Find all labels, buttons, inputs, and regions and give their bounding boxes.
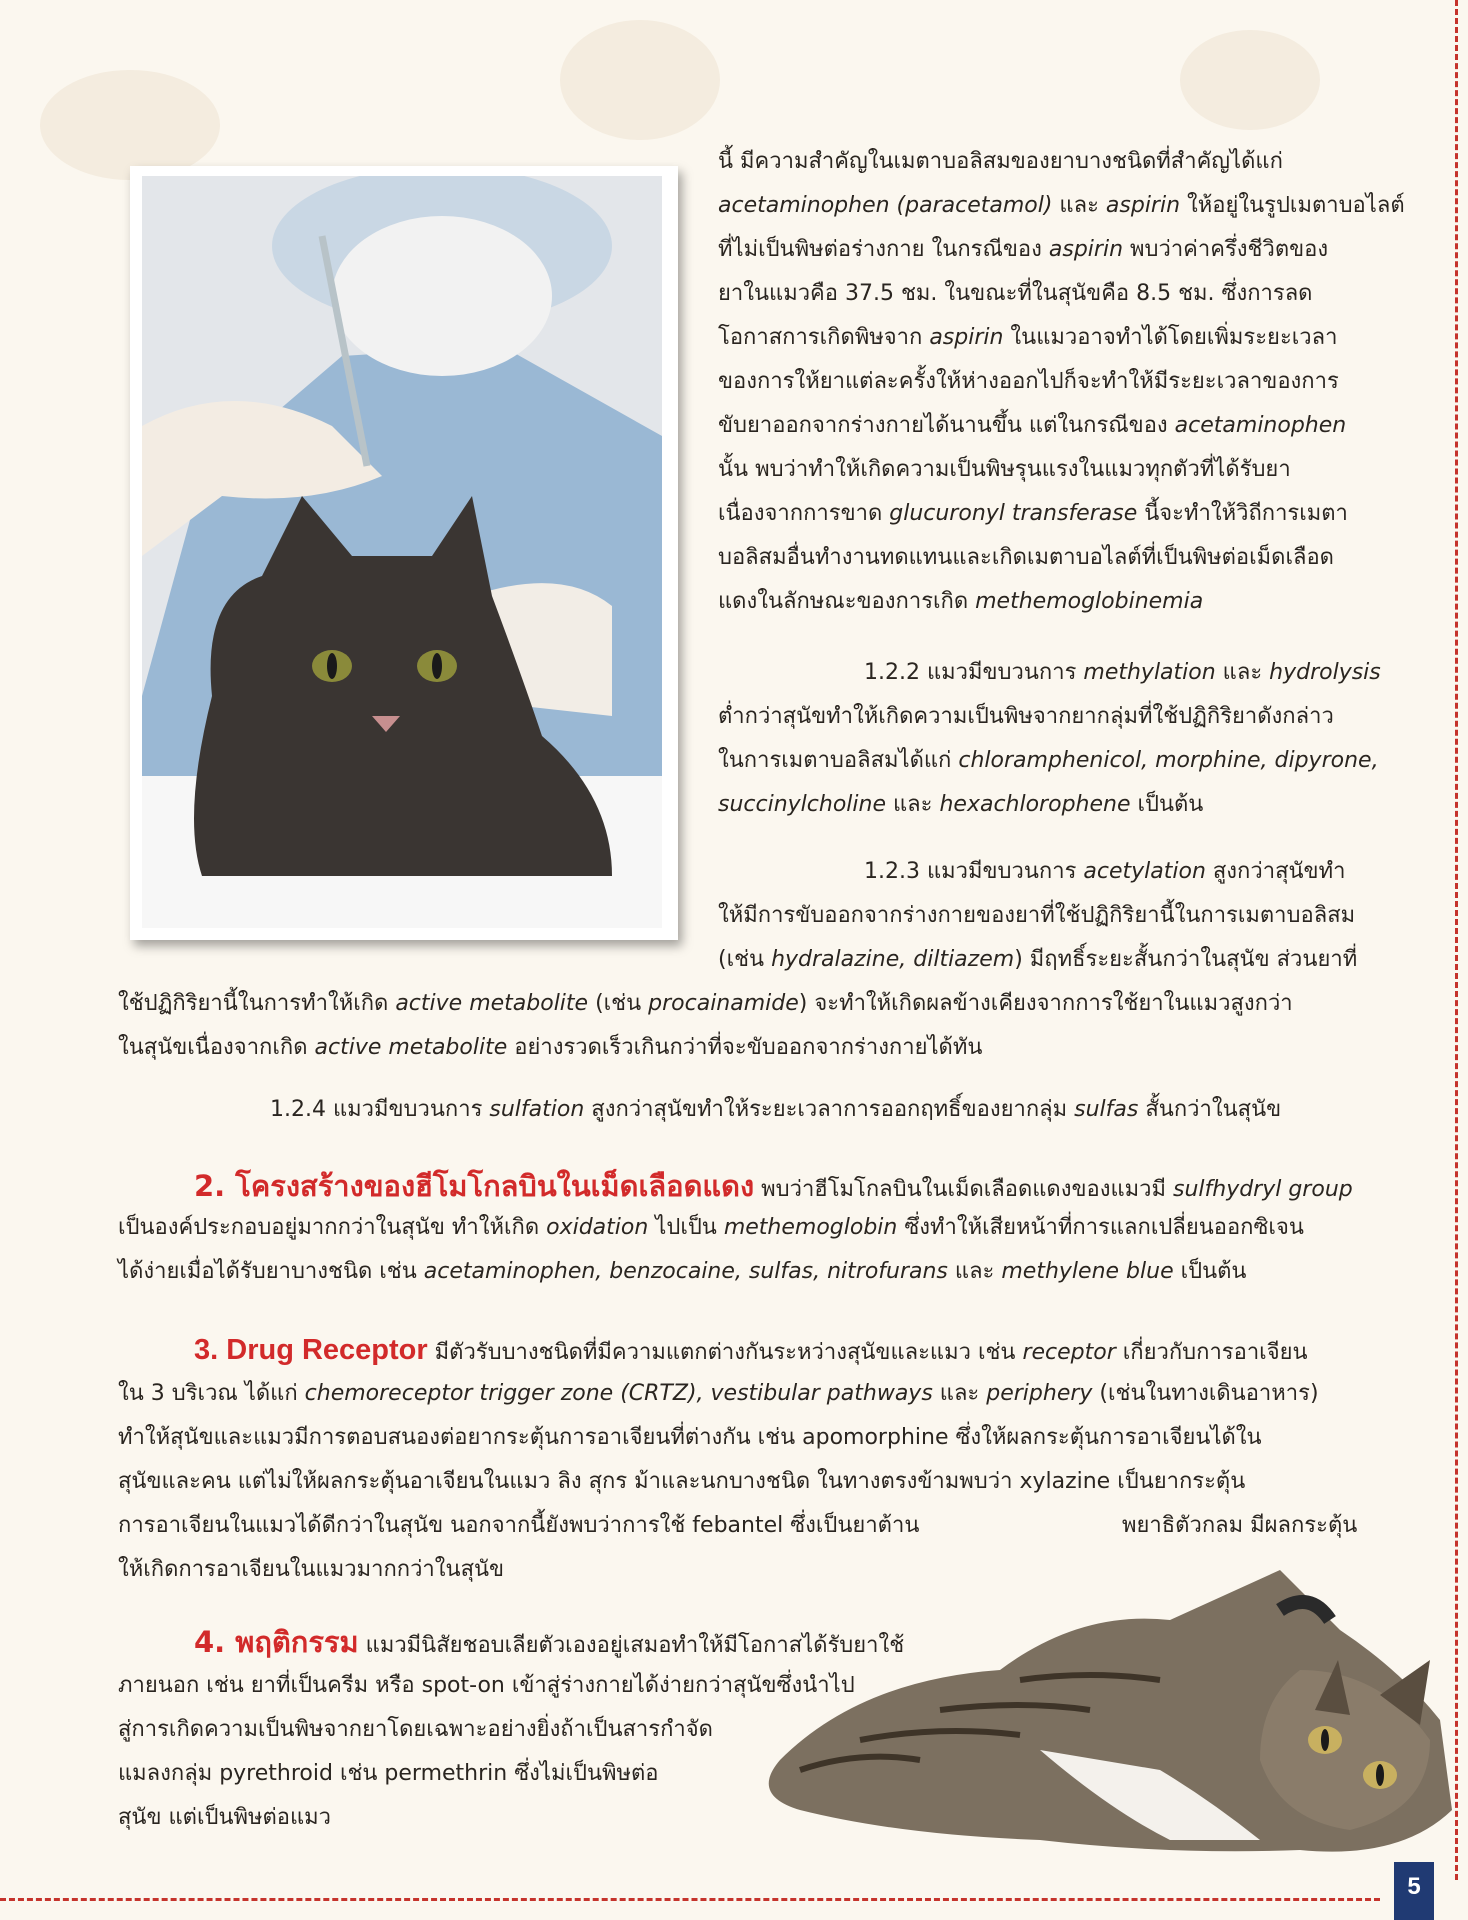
drug-name: hexachlorophene — [939, 792, 1131, 817]
drug-list: acetaminophen, benzocaine, sulfas, nitrofurans — [423, 1259, 948, 1284]
condition-name: methemoglobinemia — [975, 589, 1204, 614]
text-segment: สูงกว่าสุนัขทำให้ระยะเวลาการออกฤทธิ์ของยากลุ่ม — [584, 1097, 1075, 1122]
text-segment: และ — [1215, 660, 1270, 685]
text-segment: ในแมวอาจทำได้โดยเพิ่มระยะเวลา — [1003, 325, 1338, 350]
drug-name: aspirin — [1048, 237, 1124, 262]
text-segment: เนื่องจากการขาด — [718, 501, 890, 526]
term: sulfhydryl group — [1172, 1177, 1353, 1202]
paragraph-line — [718, 492, 1348, 536]
paragraph-line — [118, 1372, 1319, 1416]
term: active metabolite — [314, 1035, 508, 1060]
drug-name: acetaminophen (paracetamol) — [718, 193, 1053, 218]
text-segment: และ — [886, 792, 940, 817]
page-number: 5 — [1394, 1862, 1434, 1920]
paragraph-line — [718, 783, 1203, 827]
text-segment: มีตัวรับบางชนิดที่มีความแตกต่างกันระหว่างสุนัขและแมว เช่น — [427, 1340, 1023, 1365]
paragraph-line — [118, 982, 1293, 1026]
drug-name: procainamide — [648, 991, 799, 1016]
text-segment: ซึ่งทำให้เสียหน้าที่การแลกเปลี่ยนออกซิเจน — [897, 1215, 1304, 1240]
paragraph-line — [118, 1026, 982, 1070]
text-segment: ) มีฤทธิ์ระยะสั้นกว่าในสุนัข ส่วนยาที่ — [1014, 947, 1358, 972]
text-segment: สั้นกว่าในสุนัข — [1138, 1097, 1282, 1122]
text-segment: พบว่าฮีโมโกลบินในเม็ดเลือดแดงของแมวมี — [754, 1177, 1173, 1202]
section-4-heading: 4. พฤติกรรม — [194, 1625, 359, 1659]
text-segment: ขับยาออกจากร่างกายได้นานขึ้น แต่ในกรณีของ — [718, 413, 1175, 438]
vet-cat-photo — [130, 166, 678, 940]
section-2-heading: 2. โครงสร้างของฮีโมโกลบินในเม็ดเลือดแดง — [194, 1169, 755, 1203]
drug-name: methylene blue — [1001, 1259, 1174, 1284]
process-name: sulfation — [489, 1097, 585, 1122]
drug-list: chloramphenicol, morphine, dipyrone, — [958, 748, 1379, 773]
text-segment: และ — [947, 1259, 1002, 1284]
paragraph-line — [194, 1620, 904, 1668]
text-segment: เป็นต้น — [1130, 792, 1204, 817]
drug-name: aspirin — [1105, 193, 1181, 218]
section-3-heading: Drug Receptor — [226, 1334, 428, 1366]
text-segment: (เช่นในทางเดินอาหาร) — [1092, 1381, 1319, 1406]
background-stain — [560, 20, 720, 140]
paragraph-line — [864, 651, 1381, 695]
text-segment: ให้อยู่ในรูปเมตาบอไลต์ — [1180, 193, 1405, 218]
text-segment: เป็นองค์ประกอบอยู่มากกว่าในสุนัข ทำให้เกิด — [118, 1215, 547, 1240]
term: chemoreceptor trigger zone (CRTZ), vestibular pathways — [304, 1381, 933, 1406]
paragraph-line: ทำให้สุนัขและแมวมีการตอบสนองต่อยากระตุ้นการอาเจียนที่ต่างกัน เช่น apomorphine ซึ่งให้ผลกระตุ้นการอาเจียนได้ใน — [118, 1425, 1262, 1450]
paragraph-line: สุนัขและคน แต่ไม่ให้ผลกระตุ้นอาเจียนในแมว ลิง สุกร ม้าและนกบางชนิด ในทางตรงข้ามพบว่า xylazine เป็นยากระตุ้น — [118, 1469, 1246, 1494]
text-segment: ในสุนัขเนื่องจากเกิด — [118, 1035, 315, 1060]
text-segment: ใช้ปฏิกิริยานี้ในการทำให้เกิด — [118, 991, 396, 1016]
paragraph-line: แมลงกลุ่ม pyrethroid เช่น permethrin ซึ่งไม่เป็นพิษต่อ — [118, 1761, 659, 1786]
text-segment: ) จะทำให้เกิดผลข้างเคียงจากการใช้ยาในแมวสูงกว่า — [798, 991, 1293, 1016]
term: periphery — [986, 1381, 1093, 1406]
text-segment: 1.2.3 แมวมีขบวนการ — [864, 859, 1084, 884]
text-segment: ในการเมตาบอลิสมได้แก่ — [718, 748, 959, 773]
paragraph-line: การอาเจียนในแมวได้ดีกว่าในสุนัข นอกจากนี้ยังพบว่าการใช้ febantel ซึ่งเป็นยาต้าน — [118, 1513, 920, 1538]
drug-name: succinylcholine — [718, 792, 886, 817]
paragraph-line: ยาในแมวคือ 37.5 ชม. ในขณะที่ในสุนัขคือ 8.5 ชม. ซึ่งการลด — [718, 281, 1313, 306]
text-segment: และ — [1052, 193, 1106, 218]
process-name: methylation — [1083, 660, 1216, 685]
paragraph-line: ของการให้ยาแต่ละครั้งให้ห่างออกไปก็จะทำให้มีระยะเวลาของการ — [718, 369, 1339, 394]
paragraph-line: สู่การเกิดความเป็นพิษจากยาโดยเฉพาะอย่างยิ่งถ้าเป็นสารกำจัด — [118, 1717, 713, 1742]
text-segment: (เช่น — [718, 947, 772, 972]
paragraph-line — [718, 184, 1405, 228]
background-stain — [40, 70, 220, 180]
text-segment: นี้จะทำให้วิถีการเมตา — [1137, 501, 1348, 526]
text-segment: ที่ไม่เป็นพิษต่อร่างกาย ในกรณีของ — [718, 237, 1049, 262]
drug-name: acetaminophen — [1174, 413, 1347, 438]
term: methemoglobin — [723, 1215, 898, 1240]
text-segment: (เช่น — [588, 991, 649, 1016]
paragraph-line: นี้ มีความสำคัญในเมตาบอลิสมของยาบางชนิดที่สำคัญได้แก่ — [718, 149, 1283, 174]
paragraph-line — [194, 1164, 1353, 1212]
term: active metabolite — [395, 991, 589, 1016]
paragraph-line: บอลิสมอื่นทำงานทดแทนและเกิดเมตาบอไลต์ที่เป็นพิษต่อเม็ดเลือด — [718, 545, 1334, 570]
text-segment: แดงในลักษณะของการเกิด — [718, 589, 976, 614]
drug-name: sulfas — [1074, 1097, 1139, 1122]
paragraph-line: ภายนอก เช่น ยาที่เป็นครีม หรือ spot-on เข้าสู่ร่างกายได้ง่ายกว่าสุนัขซึ่งนำไป — [118, 1673, 855, 1698]
text-segment: 1.2.4 แมวมีขบวนการ — [270, 1097, 490, 1122]
process-name: acetylation — [1083, 859, 1206, 884]
paragraph-line — [718, 316, 1337, 360]
text-segment: และ — [932, 1381, 987, 1406]
text-segment: พบว่าค่าครึ่งชีวิตของ — [1123, 237, 1329, 262]
paragraph-line: สุนัข แต่เป็นพิษต่อแมว — [118, 1805, 332, 1830]
paragraph-line — [718, 404, 1346, 448]
paragraph-line: ต่ำกว่าสุนัขทำให้เกิดความเป็นพิษจากยากลุ่มที่ใช้ปฏิกิริยาดังกล่าว — [718, 704, 1334, 729]
text-segment: เป็นต้น — [1173, 1259, 1247, 1284]
text-segment: โอกาสการเกิดพิษจาก — [718, 325, 930, 350]
text-segment: ใน 3 บริเวณ ได้แก่ — [118, 1381, 305, 1406]
paragraph-line: ให้เกิดการอาเจียนในแมวมากกว่าในสุนัข — [118, 1557, 505, 1582]
text-segment: ได้ง่ายเมื่อได้รับยาบางชนิด เช่น — [118, 1259, 424, 1284]
background-stain — [1180, 30, 1320, 130]
paragraph-line — [718, 938, 1357, 982]
section-3-number: 3. — [194, 1334, 227, 1366]
drug-name: aspirin — [929, 325, 1004, 350]
paragraph-line — [118, 1250, 1246, 1294]
paragraph-line — [864, 850, 1345, 894]
text-segment: อย่างรวดเร็วเกินกว่าที่จะขับออกจากร่างกายได้ทัน — [507, 1035, 983, 1060]
paragraph-line — [718, 228, 1328, 272]
paragraph-line — [118, 1206, 1304, 1250]
text-segment: แมวมีนิสัยชอบเลียตัวเองอยู่เสมอทำให้มีโอกาสได้รับยาใช้ — [358, 1633, 905, 1658]
paragraph-line — [270, 1088, 1281, 1132]
paragraph-line: นั้น พบว่าทำให้เกิดความเป็นพิษรุนแรงในแมวทุกตัวที่ได้รับยา — [718, 457, 1291, 482]
text-segment: เกี่ยวกับการอาเจียน — [1115, 1340, 1308, 1365]
paragraph-line — [718, 580, 1203, 624]
paragraph-line — [194, 1328, 1308, 1375]
text-segment: 1.2.2 แมวมีขบวนการ — [864, 660, 1084, 685]
drug-list: hydralazine, diltiazem — [771, 947, 1015, 972]
paragraph-line: พยาธิตัวกลม มีผลกระตุ้น — [1122, 1513, 1358, 1538]
text-segment: ไปเป็น — [648, 1215, 724, 1240]
vet-cat-illustration — [142, 176, 662, 928]
paragraph-line: ให้มีการขับออกจากร่างกายของยาที่ใช้ปฏิกิริยานี้ในการเมตาบอลิสม — [718, 903, 1356, 928]
text-segment: สูงกว่าสุนัขทำ — [1205, 859, 1346, 884]
term: oxidation — [546, 1215, 649, 1240]
process-name: hydrolysis — [1269, 660, 1381, 685]
page-border-bottom — [0, 1898, 1380, 1901]
paragraph-line — [718, 739, 1379, 783]
term: receptor — [1022, 1340, 1116, 1365]
enzyme-name: glucuronyl transferase — [889, 501, 1138, 526]
